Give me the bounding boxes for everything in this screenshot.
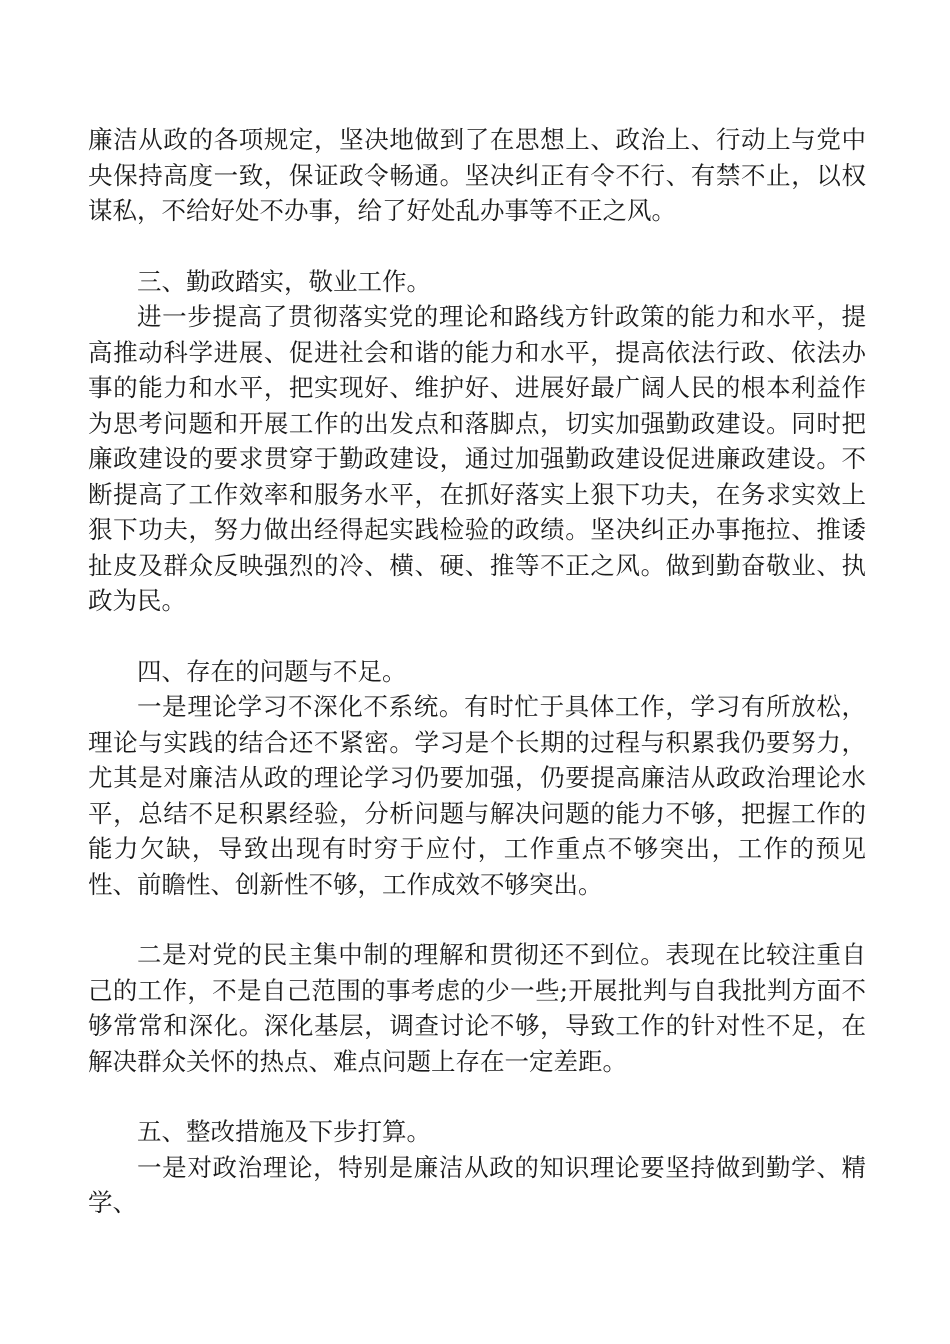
paragraph-continuation: 廉洁从政的各项规定，坚决地做到了在思想上、政治上、行动上与党中央保持高度一致，保证政令畅通。坚决纠正有令不行、有禁不止，以权谋私，不给好处不办事，给了好处乱办事等不正之风。: [88, 125, 866, 225]
paragraph-measure-1: 一是对政治理论，特别是廉洁从政的知识理论要坚持做到勤学、精学、: [88, 1152, 866, 1217]
section-heading-4: 四、存在的问题与不足。: [137, 656, 407, 686]
document-body: [88, 122, 866, 1221]
paragraph-problem-1: 一是理论学习不深化不系统。有时忙于具体工作，学习有所放松，理论与实践的结合还不紧密。学习是个长期的过程与积累我仍要努力，尤其是对廉洁从政的理论学习仍要加强，仍要提高廉洁从政政治理论水平，总结不足积累经验，分析问题与解决问题的能力不够，把握工作的能力欠缺，导致出现有时穷于应付，工作重点不够突出，工作的预见性、前瞻性、创新性不够，工作成效不够突出。: [88, 692, 866, 899]
paragraph-problem-2: 二是对党的民主集中制的理解和贯彻还不到位。表现在比较注重自己的工作，不是自己范围的事考虑的少一些;开展批判与自我批判方面不够常常和深化。深化基层，调查讨论不够，导致工作的针对性不足，在解决群众关怀的热点、难点问题上存在一定差距。: [88, 940, 866, 1076]
section-heading-5: 五、整改措施及下步打算。: [137, 1117, 431, 1146]
section-heading-3: 三、勤政踏实，敬业工作。: [137, 266, 431, 296]
paragraph-diligence: 进一步提高了贯彻落实党的理论和路线方针政策的能力和水平，提高推动科学进展、促进社会和谐的能力和水平，提高依法行政、依法办事的能力和水平，把实现好、维护好、进展好最广阔人民的根本利益作为思考问题和开展工作的出发点和落脚点，切实加强勤政建设。同时把廉政建设的要求贯穿于勤政建设，通过加强勤政建设促进廉政建设。不断提高了工作效率和服务水平，在抓好落实上狠下功夫，在务求实效上狠下功夫，努力做出经得起实践检验的政绩。坚决纠正办事拖拉、推诿扯皮及群众反映强烈的冷、横、硬、推等不正之风。做到勤奋敬业、执政为民。: [88, 302, 866, 615]
